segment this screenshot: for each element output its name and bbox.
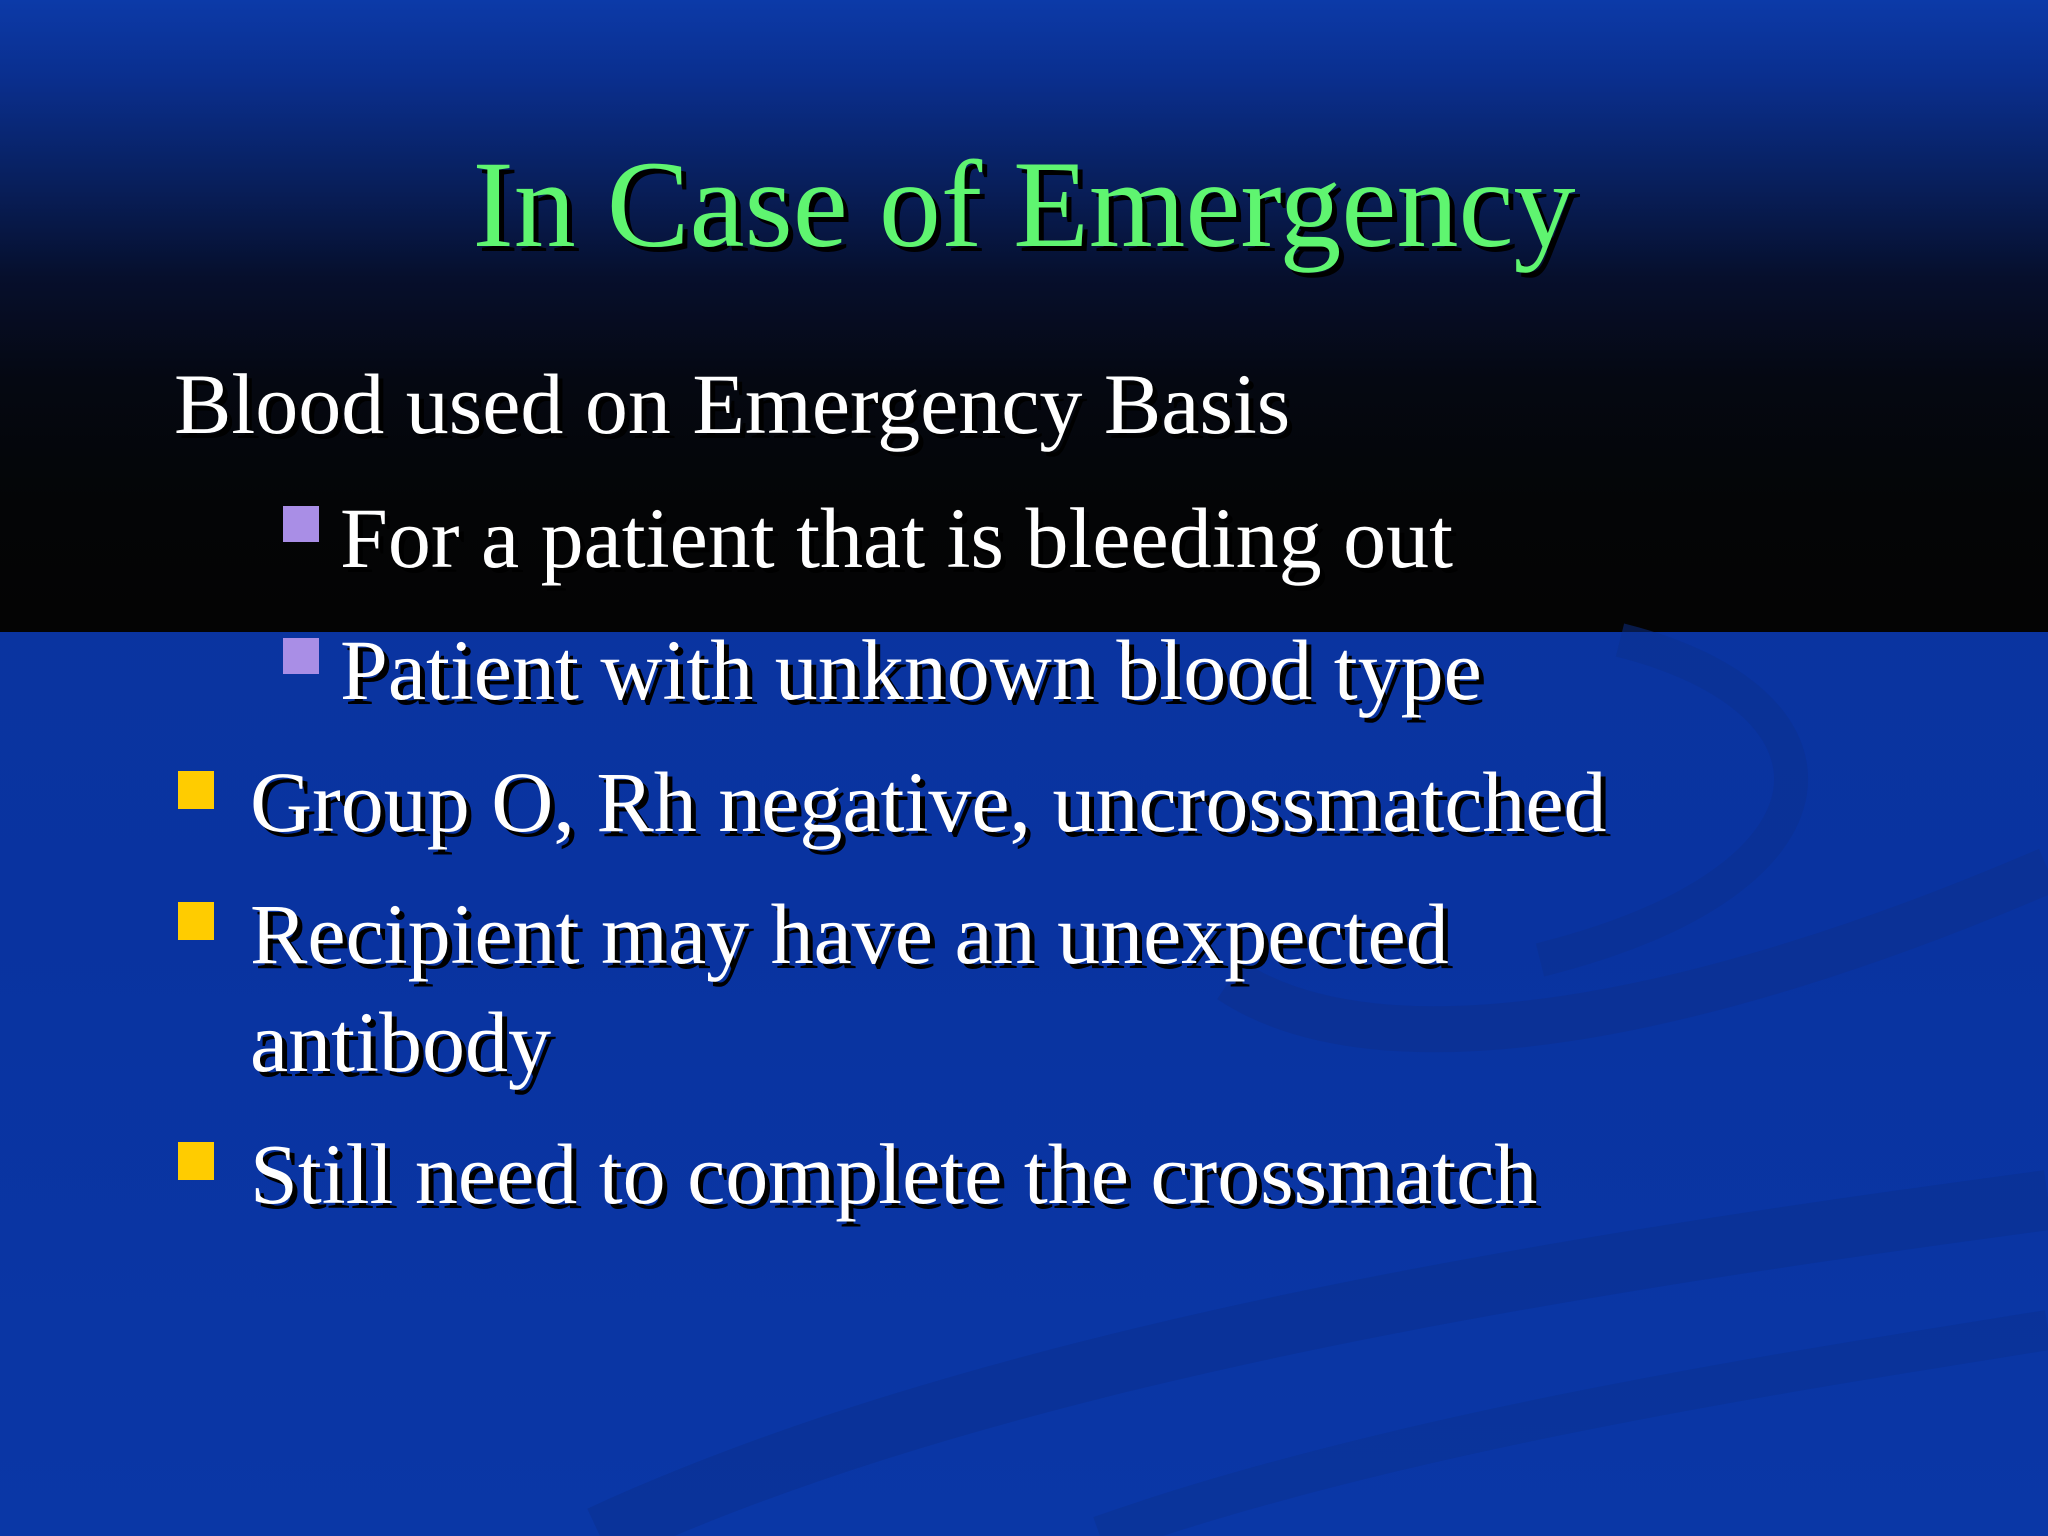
sub-item-text: For a patient that is bleeding out xyxy=(340,490,1454,586)
list-item-text: Recipient may have an unexpected xyxy=(250,886,1449,982)
intro-text: Blood used on Emergency Basis xyxy=(174,356,1291,452)
square-bullet-icon xyxy=(178,771,214,809)
list-item-text-continued: antibody xyxy=(250,994,551,1090)
square-bullet-icon xyxy=(283,506,319,542)
square-bullet-icon xyxy=(178,902,214,940)
square-bullet-icon xyxy=(283,638,319,674)
list-item-text: Group O, Rh negative, uncrossmatched xyxy=(250,754,1607,850)
sub-item-text: Patient with unknown blood type xyxy=(340,622,1482,718)
list-item-text: Still need to complete the crossmatch xyxy=(250,1126,1538,1222)
slide-title: In Case of Emergency xyxy=(472,136,1576,273)
square-bullet-icon xyxy=(178,1142,214,1180)
